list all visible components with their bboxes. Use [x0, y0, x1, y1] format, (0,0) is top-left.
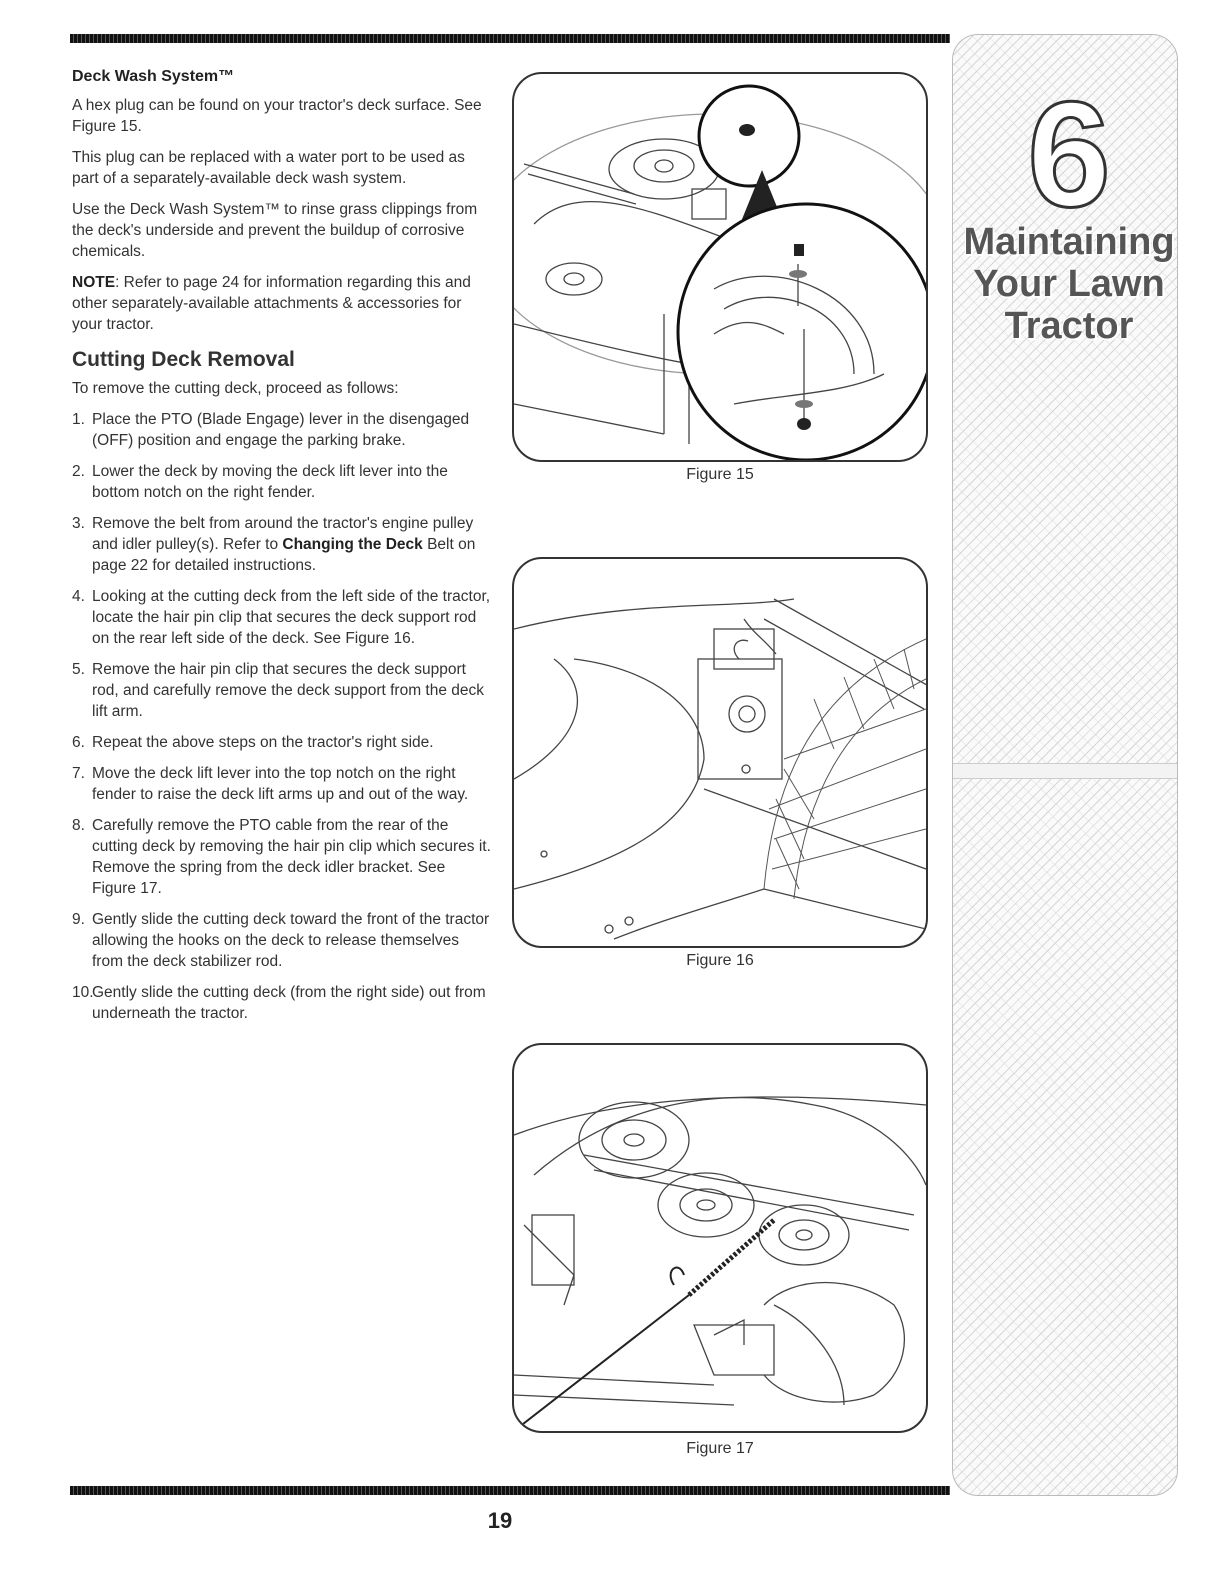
text-column: [72, 66, 492, 1034]
note-paragraph: [72, 272, 492, 335]
step-item: 9. Gently slide the cutting deck toward the front of the tractor allowing the hooks on the deck to release themselves from the deck stabilizer rod.: [72, 911, 490, 970]
deck-wash-paragraph: A hex plug can be found on your tractor's deck surface. See Figure 15.: [72, 97, 482, 135]
removal-intro: To remove the cutting deck, proceed as follows:: [72, 380, 399, 397]
deck-wash-heading: Deck Wash System™: [72, 68, 235, 85]
deck-wash-paragraph: Use the Deck Wash System™ to rinse grass clippings from the deck's underside and prevent the buildup of corrosive chemicals.: [72, 201, 478, 260]
figure-15-illustration: [514, 74, 926, 460]
figure-17-illustration: [514, 1045, 926, 1431]
note-text: : Refer to page 24 for information regarding this and other separately-available attachments & accessories for your tractor.: [72, 274, 471, 333]
step-item: 2. Lower the deck by moving the deck lift lever into the bottom notch on the right fender.: [72, 463, 448, 501]
bottom-rule: [70, 1486, 950, 1495]
changing-deck-reference: Changing the Deck: [282, 536, 423, 553]
top-rule: [70, 34, 950, 43]
note-label: NOTE: [72, 274, 116, 291]
removal-heading: Cutting Deck Removal: [72, 348, 295, 371]
chapter-title: Maintaining Your Lawn Tractor: [963, 221, 1175, 347]
chapter-sidebar: [952, 34, 1178, 1496]
figure-16-caption: Figure 16: [686, 952, 754, 969]
step-item: 7. Move the deck lift lever into the top notch on the right fender to raise the deck lift arms up and out of the way.: [72, 765, 469, 803]
deck-wash-paragraph: This plug can be replaced with a water port to be used as part of a separately-available deck wash system.: [72, 149, 465, 187]
step-item: 1. Place the PTO (Blade Engage) lever in the disengaged (OFF) position and engage the parking brake.: [72, 411, 470, 449]
figure-15-caption: Figure 15: [686, 466, 754, 483]
figure-15-deck-hex-plug: [512, 72, 928, 462]
step-item: 4. Looking at the cutting deck from the left side of the tractor, locate the hair pin clip that secures the deck support rod on the rear left side of the deck. See Figure 16.: [72, 588, 491, 647]
sidebar-divider: [953, 763, 1177, 779]
figure-16-hair-pin-clip: [512, 557, 928, 948]
step-item: 6. Repeat the above steps on the tractor's right side.: [72, 734, 434, 751]
chapter-number: 6: [1027, 70, 1111, 238]
removal-steps: [72, 409, 492, 1024]
step-item: 5. Remove the hair pin clip that secures the deck support rod, and carefully remove the deck support from the deck lift arm.: [72, 661, 485, 720]
figure-17-pto-cable: [512, 1043, 928, 1433]
step-item: 8. Carefully remove the PTO cable from the rear of the cutting deck by removing the hair pin clip which secures it. Remove the spring from the deck idler bracket. See Figure 17.: [72, 817, 491, 897]
step-item: 10. Gently slide the cutting deck (from the right side) out from underneath the tractor.: [72, 984, 486, 1022]
step-item: 3. Remove the belt from around the tractor's engine pulley and idler pulley(s). Refer to Changing the Deck Belt on page 22 for detailed instructions.: [72, 515, 476, 574]
figure-17-caption: Figure 17: [686, 1440, 754, 1457]
page-number: 19: [487, 1508, 513, 1533]
figure-16-illustration: [514, 559, 926, 946]
